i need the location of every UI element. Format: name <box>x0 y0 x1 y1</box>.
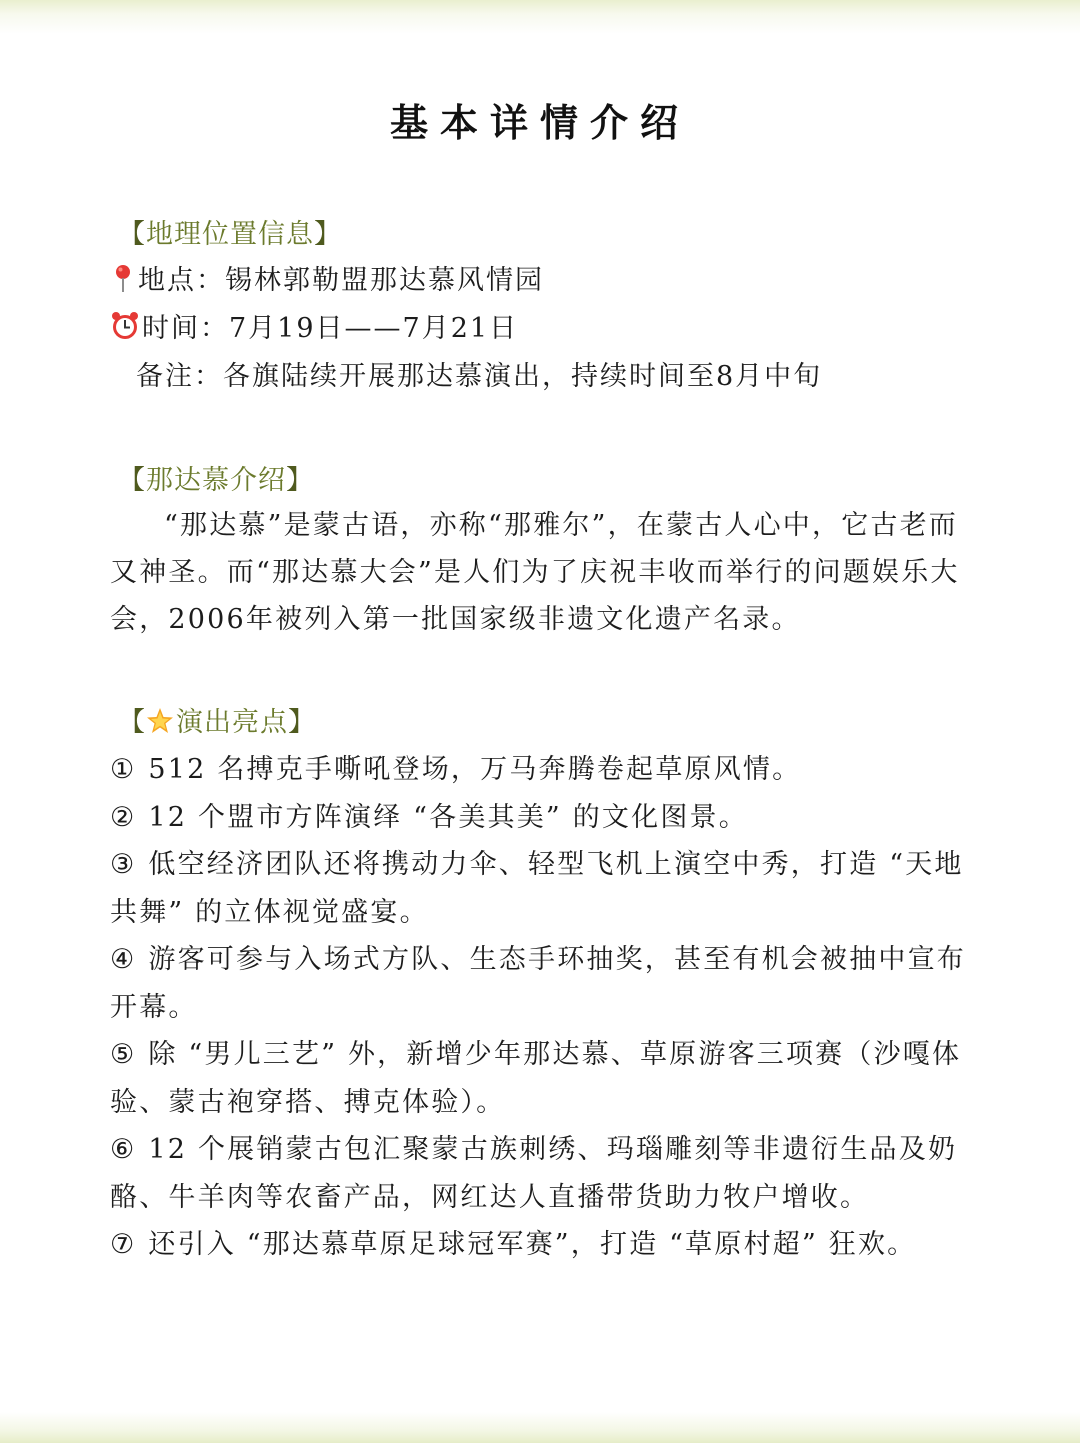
time-line: 时间：7月19日——7月21日 <box>110 305 990 357</box>
item-text: 512 名搏克手嘶吼登场，万马奔腾卷起草原风情。 <box>148 754 802 785</box>
intro-heading: 【那达慕介绍】 <box>118 465 314 496</box>
geo-heading: 【地理位置信息】 <box>118 219 342 250</box>
time-value: 7月19日——7月21日 <box>229 313 519 344</box>
highlights-heading-text: 演出亮点 <box>176 707 288 738</box>
item-text: 12 个展销蒙古包汇聚蒙古族刺绣、玛瑙雕刻等非遗衍生品及奶酪、牛羊肉等农畜产品，网红达人直播带货助力牧户增收。 <box>110 1134 958 1213</box>
item-number: ⑥ <box>110 1134 137 1165</box>
star-icon <box>146 707 174 742</box>
note-label: 备注 <box>136 361 194 392</box>
location-label: 地点 <box>138 265 196 296</box>
list-item <box>110 841 980 936</box>
pin-icon <box>110 261 136 309</box>
location-value: 锡林郭勒盟那达慕风情园 <box>225 265 544 296</box>
item-number: ③ <box>110 849 137 880</box>
item-text: 游客可参与入场式方队、生态手环抽奖，甚至有机会被抽中宣布开幕。 <box>110 944 967 1023</box>
intro-paragraph: “那达慕”是蒙古语，亦称“那雅尔”，在蒙古人心中，它古老而又神圣。而“那达慕大会”是人们为了庆祝丰收而举行的问题娱乐大会，2006年被列入第一批国家级非遗文化遗产名录。 <box>110 510 960 635</box>
note-value: 各旗陆续开展那达慕演出，持续时间至8月中旬 <box>223 361 823 392</box>
page-title: 基本详情介绍 <box>389 100 690 145</box>
item-number: ① <box>110 754 137 785</box>
item-text: 低空经济团队还将携动力伞、轻型飞机上演空中秀，打造 “天地共舞” 的立体视觉盛宴。 <box>110 849 964 928</box>
list-item <box>110 1031 980 1126</box>
list-item <box>110 794 980 842</box>
time-label: 时间 <box>142 313 200 344</box>
list-item <box>110 936 980 1031</box>
intro-heading-text: 那达慕介绍 <box>146 465 286 496</box>
geo-heading-text: 地理位置信息 <box>146 219 314 250</box>
item-text: 除 “男儿三艺” 外，新增少年那达慕、草原游客三项赛（沙嘎体验、蒙古袍穿搭、搏克体验）。 <box>110 1039 962 1118</box>
item-number: ② <box>110 801 137 833</box>
location-line: 地点：锡林郭勒盟那达慕风情园 <box>110 257 990 309</box>
note-line: 备注：各旗陆续开展那达慕演出，持续时间至8月中旬 <box>136 361 823 392</box>
list-item <box>110 1221 980 1269</box>
item-number: ⑤ <box>110 1039 137 1070</box>
highlights-heading: 【 演出亮点】 <box>118 700 316 742</box>
item-text: 12 个盟市方阵演绎 “各美其美” 的文化图景。 <box>148 801 748 833</box>
list-item <box>110 746 980 794</box>
alarm-clock-icon <box>110 309 140 357</box>
item-number: ④ <box>110 944 137 975</box>
item-number: ⑦ <box>110 1229 137 1260</box>
highlights-list <box>110 746 980 1269</box>
list-item <box>110 1126 980 1221</box>
item-text: 还引入 “那达慕草原足球冠军赛”，打造 “草原村超” 狂欢。 <box>148 1229 917 1260</box>
